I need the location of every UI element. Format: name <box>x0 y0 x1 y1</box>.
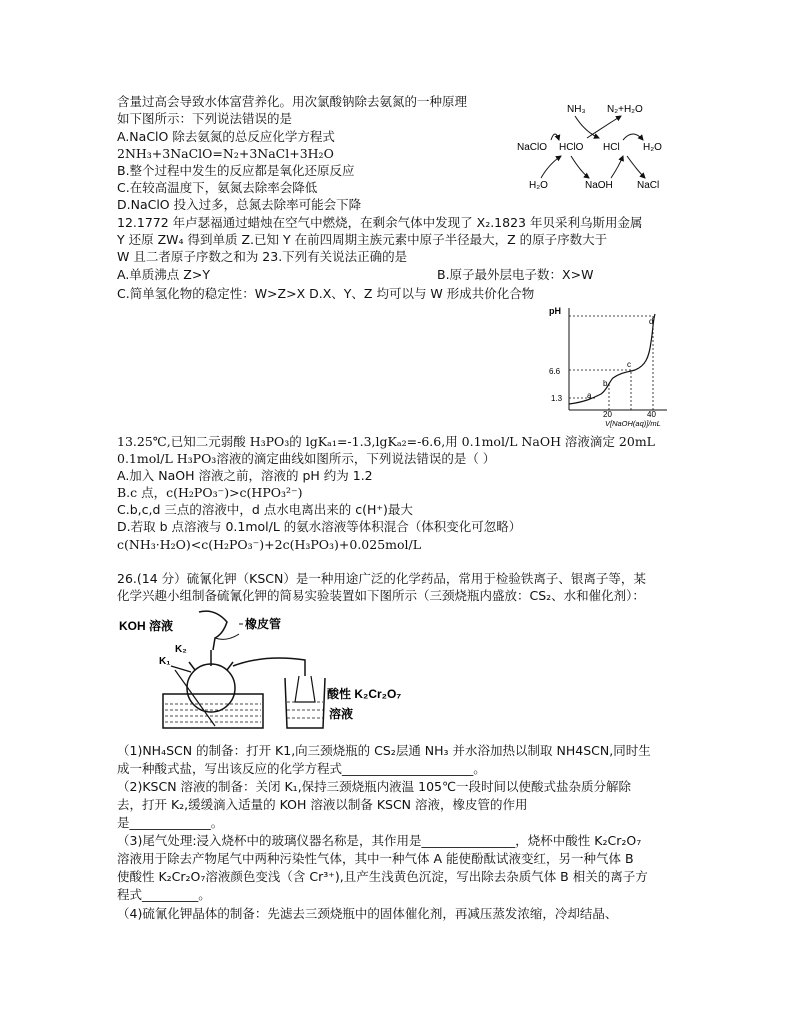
q12-option-a: A.单质沸点 Z>Y <box>117 267 210 282</box>
q12-line-3: W 且二者原子序数之和为 23.下列有关说法正确的是 <box>117 249 408 264</box>
inlet-tube <box>171 666 191 672</box>
point-label-b: b <box>603 379 608 388</box>
q11-option-a: A.NaClO 除去氨氮的总反应化学方程式 <box>117 129 335 144</box>
q26-intro-2: 化学兴趣小组制备硫氰化钾的简易实验装置如下图所示（三颈烧瓶内盛放：CS₂、水和催化剂）： <box>117 588 645 603</box>
diagram-arrow <box>541 156 561 178</box>
apparatus-label-koh: KOH 溶液 <box>119 619 174 633</box>
diagram-arrow <box>611 156 623 178</box>
q11-cycle-diagram <box>515 98 675 198</box>
q11-option-c: C.在较高温度下，氨氮去除率会降低 <box>117 180 318 195</box>
q26-intro-1: 26.(14 分）硫氰化钾（KSCN）是一种用途广泛的化学药品，常用于检验铁离子、银离子等，某 <box>117 571 646 586</box>
diagram-label-h2o-left: H₂O <box>529 180 548 191</box>
diagram-arrow <box>587 116 621 138</box>
q11-option-b: B.整个过程中发生的反应都是氧化还原反应 <box>117 163 355 178</box>
q26-part3-line-3: 使酸性 K₂Cr₂O₇溶液颜色变浅（含 Cr³⁺),且产生浅黄色沉淀，写出除去杂质气体 B 相关的离子方 <box>117 869 648 884</box>
q11-equation: 2NH₃+3NaClO=N₂+3NaCl+3H₂O <box>117 146 334 161</box>
q26-part2-line-2: 去，打开 K₂,缓缓滴入适量的 KOH 溶液以制备 KSCN 溶液，橡皮管的作用 <box>117 797 528 812</box>
diagram-label-hcl: HCl <box>603 142 620 153</box>
q13-option-a: A.加入 NaOH 溶液之前，溶液的 pH 约为 1.2 <box>117 468 373 483</box>
q26-part1-line-1: （1)NH₄SCN 的制备：打开 K1,向三颈烧瓶的 CS₂层通 NH₃ 并水浴加热以制取 NH4SCN,同时生 <box>117 743 651 758</box>
point-label-c: c <box>627 360 631 369</box>
delivery-tube <box>233 658 305 676</box>
dropping-funnel <box>199 611 227 650</box>
diagram-label-naclo: NaClO <box>517 142 548 153</box>
q12-line-2: Y 还原 ZW₄ 得到单质 Z.已知 Y 在前四周期主族元素中原子半径最大，Z 的原子序数大于 <box>117 232 608 247</box>
apparatus-label-solution: 溶液 <box>329 707 354 721</box>
diagram-arrow <box>571 156 589 178</box>
diagram-arrow <box>551 134 559 140</box>
q13-option-c: C.b,c,d 三点的溶液中，d 点水电离出来的 c(H⁺)最大 <box>117 502 413 517</box>
diagram-label-nacl: NaCl <box>637 180 660 191</box>
diagram-label-naoh: NaOH <box>585 180 613 191</box>
apparatus-label-k2: K₂ <box>175 644 187 655</box>
point-label-d: d <box>649 317 654 326</box>
inverted-funnel <box>295 676 315 702</box>
q26-part1-line-2: 成一种酸式盐，写出该反应的化学方程式_____________________。 <box>117 761 486 776</box>
q26-part4-line-1: （4)硫氰化钾晶体的制备：先滤去三颈烧瓶中的固体催化剂，再减压蒸发浓缩，冷却结晶、 <box>117 906 618 921</box>
diagram-label-n2-h2o: N₂+H₂O <box>607 104 643 115</box>
apparatus-label-acid-dichromate: 酸性 K₂Cr₂O₇ <box>327 687 402 701</box>
x-tick-label: 40 <box>647 410 656 419</box>
diagram-label-hclo: HClO <box>559 142 584 153</box>
q13-option-d-cont: c(NH₃·H₂O)<c(H₂PO₃⁻)+2c(H₃PO₃)+0.025mol/L <box>117 537 422 552</box>
x-tick-label: 20 <box>603 410 612 419</box>
beaker <box>285 678 325 728</box>
q26-part2-line-3: 是_____________。 <box>117 815 224 830</box>
q26-part2-line-1: （2)KSCN 溶液的制备：关闭 K₁,保持三颈烧瓶内液温 105℃一段时间以使酸式盐杂质分解除 <box>117 779 632 794</box>
q13-option-b: B.c 点，c(H₂PO₃⁻)>c(HPO₃²⁻) <box>117 485 303 500</box>
q13-option-d: D.若取 b 点溶液与 0.1mol/L 的氨水溶液等体积混合（体积变化可忽略） <box>117 519 522 534</box>
y-axis-label: pH <box>549 306 561 316</box>
apparatus-label-k1: K₁ <box>159 656 171 667</box>
x-axis-label: V[NaOH(aq)]/mL <box>605 419 661 428</box>
q26-part3-line-2: 溶液用于除去产物尾气中两种污染性气体，其中一种气体 A 能使酚酞试液变红，另一种气体 B <box>117 851 634 866</box>
apparatus-label-rubber-tube: 橡皮管 <box>245 617 282 631</box>
q26-part3-line-4: 程式_________。 <box>117 887 211 902</box>
diagram-arrow <box>575 116 599 138</box>
q12-option-cd: C.简单氢化物的稳定性：W>Z>X D.X、Y、Z 均可以与 W 形成共价化合物 <box>117 286 535 301</box>
y-tick-label: 6.6 <box>549 367 561 376</box>
q11-line-2: 如下图所示：下列说法错误的是 <box>117 111 293 126</box>
point-label-a: a <box>587 391 592 400</box>
q11-option-d: D.NaClO 投入过多，总氮去除率可能会下降 <box>117 197 362 212</box>
diagram-arrow <box>623 134 643 140</box>
diagram-arrow <box>627 156 645 178</box>
q12-line-1: 12.1772 年卢瑟福通过蜡烛在空气中燃烧，在剩余气体中发现了 X₂.1823 年贝采利乌斯用金属 <box>117 215 643 230</box>
titration-curve <box>569 314 655 404</box>
q26-apparatus-figure <box>115 606 415 736</box>
q12-option-b: B.原子最外层电子数：X>W <box>437 267 594 282</box>
three-neck-flask <box>187 664 235 712</box>
diagram-label-h2o-right: H₂O <box>643 142 662 153</box>
q26-part3-line-1: （3)尾气处理:浸入烧杯中的玻璃仪器名称是，其作用是_______________，烧杯中酸性 K₂Cr₂O₇ <box>117 833 642 848</box>
q13-titration-graph <box>545 302 675 432</box>
q13-line-2: 0.1mol/L H₃PO₃溶液的滴定曲线如图所示，下列说法错误的是（ ） <box>117 451 496 466</box>
q11-line-1: 含量过高会导致水体富营养化。用次氯酸钠除去氨氮的一种原理 <box>117 94 468 109</box>
q13-line-1: 13.25℃,已知二元弱酸 H₃PO₃的 lgKₐ₁=-1.3,lgKₐ₂=-6.6,用 0.1mol/L NaOH 溶液滴定 20mL <box>117 434 655 449</box>
diagram-label-nh3: NH₃ <box>567 104 586 115</box>
y-tick-label: 1.3 <box>551 394 563 403</box>
